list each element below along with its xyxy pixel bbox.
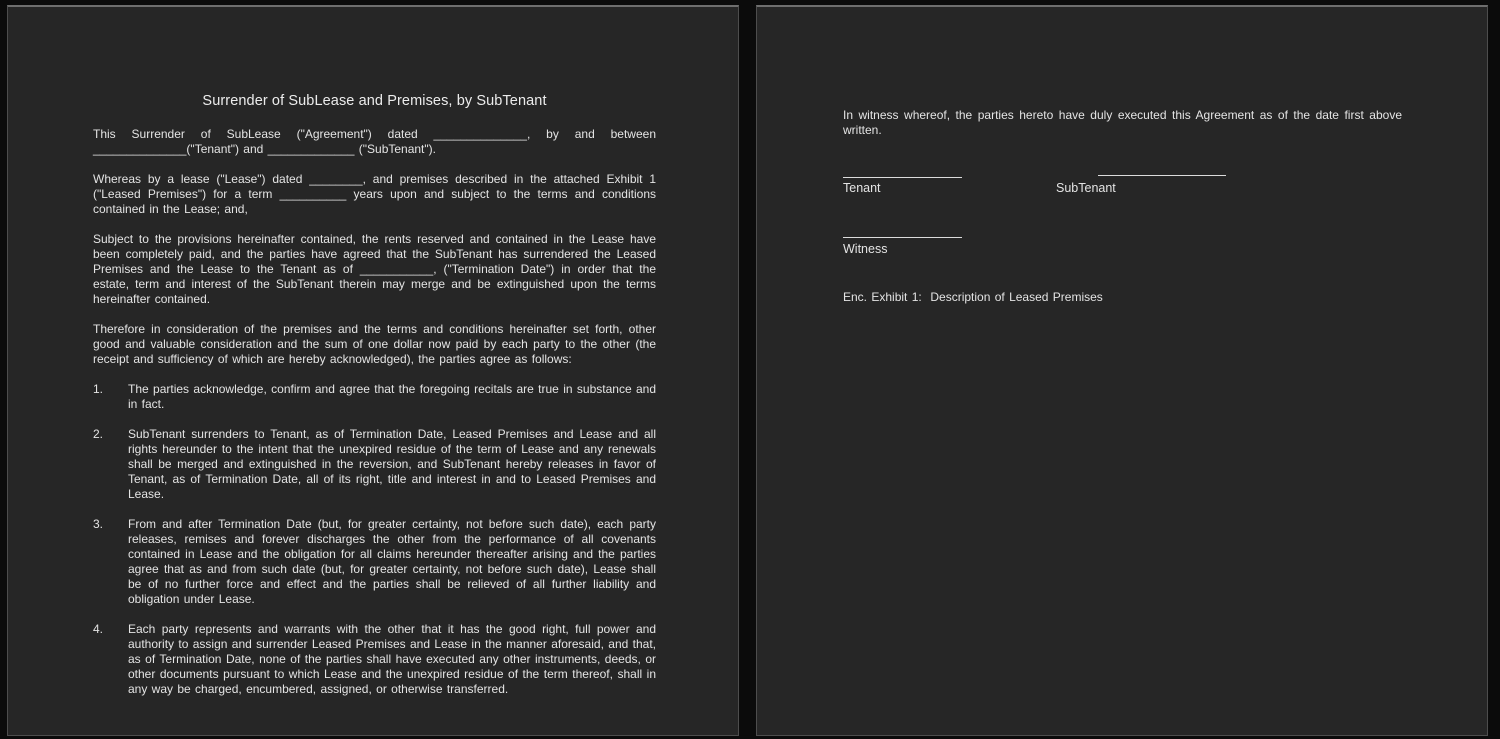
page-1 bbox=[7, 5, 739, 736]
tenant-signature-line bbox=[843, 177, 962, 178]
witness-signature-line bbox=[843, 237, 962, 238]
list-item-3 bbox=[93, 517, 656, 607]
list-item-text: SubTenant surrenders to Tenant, as of Termination Date, Leased Premises and Lease and all rights hereunder to the intent that the unexpired residue of the term of Lease and any renewals shall be merged and extinguished in the reversion, and SubTenant hereby releases in favor of Tenant, as of Termination Date, all of its right, title and interest in and to Leased Premises and Lease. bbox=[128, 427, 656, 501]
list-item-1 bbox=[93, 382, 656, 412]
paragraph-subject-to-provisions: Subject to the provisions hereinafter contained, the rents reserved and contained in the Lease have been completely paid, and the parties have agreed that the SubTenant has surrendered the Leased Premises and the Lease to the Tenant as of ___________, ("Termination Date") in order that the estate, term and interest of the SubTenant therein may merge and be extinguished upon the terms hereinafter contained. bbox=[93, 232, 656, 306]
paragraph-agreement-intro: This Surrender of SubLease ("Agreement") dated ______________, by and between ______________("Tenant") and _____________ ("SubTenant"). bbox=[93, 127, 656, 156]
witness-signature-label: Witness bbox=[843, 242, 888, 256]
enclosure-note: Enc. Exhibit 1: Description of Leased Premises bbox=[843, 290, 1103, 304]
list-item-number: 4. bbox=[93, 622, 104, 636]
signature-area bbox=[843, 153, 1402, 290]
list-item-number: 1. bbox=[93, 382, 104, 396]
paragraph-therefore: Therefore in consideration of the premises and the terms and conditions hereinafter set forth, other good and valuable consideration and the sum of one dollar now paid by each party to the other (the receipt and sufficiency of which are hereby acknowledged), the parties agree as follows: bbox=[93, 322, 656, 366]
tenant-signature-label: Tenant bbox=[843, 181, 881, 195]
list-item-number: 2. bbox=[93, 427, 104, 441]
subtenant-signature-line bbox=[1098, 175, 1226, 176]
list-item-number: 3. bbox=[93, 517, 104, 531]
document-title: Surrender of SubLease and Premises, by SubTenant bbox=[202, 93, 547, 109]
paragraph-in-witness: In witness whereof, the parties hereto have duly executed this Agreement as of the date first above written. bbox=[843, 108, 1402, 137]
list-item-4 bbox=[93, 622, 656, 697]
subtenant-signature-label: SubTenant bbox=[1056, 181, 1116, 195]
list-item-text: Each party represents and warrants with the other that it has the good right, full power and authority to assign and surrender Leased Premises and Lease in the manner aforesaid, and that, as of Termination Date, none of the parties shall have executed any other instruments, deeds, or other documents pursuant to which Lease and the unexpired residue of the term thereof, shall in any way be charged, encumbered, assigned, or otherwise transferred. bbox=[128, 622, 656, 696]
paragraph-whereas: Whereas by a lease ("Lease") dated ________, and premises described in the attached Exhibit 1 ("Leased Premises") for a term __________ years upon and subject to the terms and conditions contained in the Lease; and, bbox=[93, 172, 656, 216]
list-item-text: From and after Termination Date (but, for greater certainty, not before such date), each party releases, remises and forever discharges the other from the performance of all covenants contained in Lease and the obligation for all claims hereunder thereafter arising and the parties agree that as and from such date (but, for greater certainty, not before such date), Lease shall be of no further force and effect and the parties shall be relieved of all further liability and obligation under Lease. bbox=[128, 517, 656, 606]
list-item-text: The parties acknowledge, confirm and agree that the foregoing recitals are true in substance and in fact. bbox=[128, 382, 656, 411]
list-item-2 bbox=[93, 427, 656, 502]
page-2 bbox=[756, 5, 1488, 736]
